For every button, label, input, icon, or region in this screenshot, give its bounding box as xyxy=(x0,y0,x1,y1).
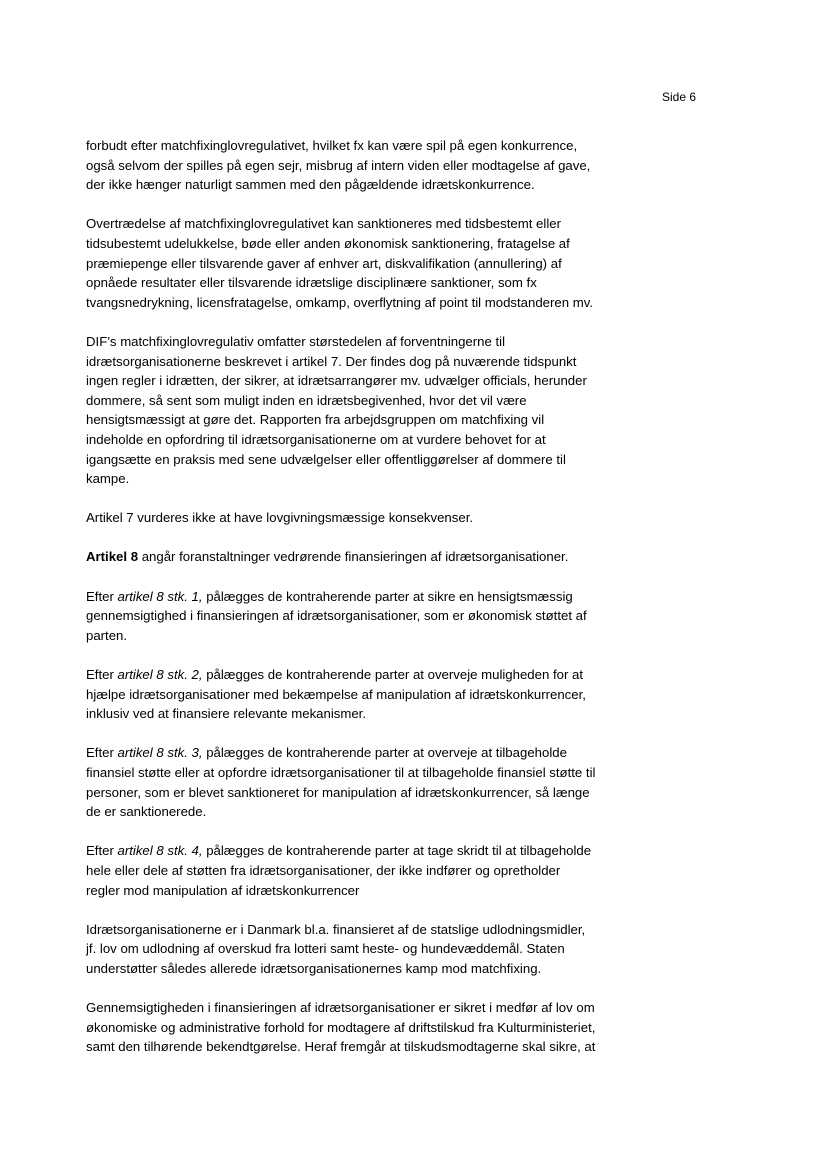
text-line: de er sanktionerede. xyxy=(86,804,207,820)
text-line: DIF’s matchfixinglovregulativ omfatter størstedelen af forventningerne til xyxy=(86,333,506,349)
text-line: parten. xyxy=(86,627,128,643)
text-line xyxy=(86,665,646,685)
paragraph-transparency xyxy=(86,998,646,1057)
text-line: hensigtsmæssigt at gøre det. Rapporten fra arbejdsgruppen om matchfixing vil xyxy=(86,412,545,428)
text-run: pålægges de kontraherende parter at sikre en hensigtsmæssig xyxy=(202,588,573,604)
text-line: tvangsnedrykning, licensfratagelse, omkamp, overflytning af point til modstanderen mv. xyxy=(86,294,593,310)
text-line: Overtrædelse af matchfixinglovregulativet kan sanktioneres med tidsbestemt eller xyxy=(86,216,561,232)
text-line: der ikke hænger naturligt sammen med den pågældende idrætskonkurrence. xyxy=(86,177,535,193)
article-reference: artikel 8 stk. 3, xyxy=(117,745,203,761)
paragraph-article-8-stk-3 xyxy=(86,743,646,821)
text-line: finansiel støtte eller at opfordre idrætsorganisationer til at tilbageholde finansiel støtte til xyxy=(86,765,596,780)
paragraph-article-8-stk-4 xyxy=(86,841,646,900)
document-body xyxy=(86,136,646,1077)
text-run: pålægges de kontraherende parter at tage skridt til at tilbageholde xyxy=(202,843,592,859)
text-line: regler mod manipulation af idrætskonkurrencer xyxy=(86,882,360,898)
text-run: angår foranstaltninger vedrørende finansieringen af idrætsorganisationer. xyxy=(138,549,569,565)
text-line: økonomiske og administrative forhold for modtagere af driftstilskud fra Kulturministeriet, xyxy=(86,1019,596,1035)
text-line xyxy=(86,547,646,567)
text-line: forbudt efter matchfixinglovregulativet, hvilket fx kan være spil på egen konkurrence, xyxy=(86,138,578,153)
text-line: personer, som er blevet sanktioneret for manipulation af idrætskonkurrencer, så længe xyxy=(86,784,590,800)
text-line: kampe. xyxy=(86,471,130,487)
text-line: hjælpe idrætsorganisationer med bekæmpelse af manipulation af idrætskonkurrencer, xyxy=(86,686,586,702)
paragraph-article-8-stk-2 xyxy=(86,665,646,724)
text-line: idrætsorganisationerne beskrevet i artikel 7. Der findes dog på nuværende tidspunkt xyxy=(86,353,577,369)
text-line: inklusiv ved at finansiere relevante mekanismer. xyxy=(86,706,367,722)
text-run: Efter xyxy=(86,745,118,761)
paragraph-danish-funding xyxy=(86,920,646,979)
article-reference: artikel 8 stk. 1, xyxy=(117,588,203,604)
paragraph-sanctions xyxy=(86,214,646,312)
text-line: dommere, så sent som muligt inden en idrætsbegivenhed, hvor det vil være xyxy=(86,392,527,408)
paragraph-article-7-conclusion xyxy=(86,508,646,528)
article-heading: Artikel 8 xyxy=(86,549,139,565)
text-line: præmiepenge eller tilsvarende gaver af enhver art, diskvalifikation (annullering) af xyxy=(86,255,562,271)
text-line: igangsætte en praksis med sene udvælgelser eller offentliggørelser af dommere til xyxy=(86,451,566,467)
text-line: opnåede resultater eller tilsvarende idrætslige disciplinære sanktioner, som fx xyxy=(86,275,537,291)
text-line: gennemsigtighed i finansieringen af idrætsorganisationer, som er økonomisk støttet af xyxy=(86,608,587,624)
text-line: indeholde en opfordring til idrætsorganisationerne om at vurdere behovet for at xyxy=(86,431,546,447)
paragraph-prohibited-conduct xyxy=(86,136,646,195)
text-line: også selvom der spilles på egen sejr, misbrug af intern viden eller modtagelse af gave, xyxy=(86,157,591,173)
paragraph-dif-regulation xyxy=(86,332,646,489)
text-run: Efter xyxy=(86,667,118,683)
text-line: ingen regler i idrætten, der sikrer, at idrætsarrangører mv. udvælger officials, herunder xyxy=(86,373,587,389)
text-run: Efter xyxy=(86,588,118,604)
text-line xyxy=(86,587,646,607)
text-run: pålægges de kontraherende parter at overveje muligheden for at xyxy=(202,667,584,683)
text-run: pålægges de kontraherende parter at overveje at tilbageholde xyxy=(202,745,567,761)
text-line: samt den tilhørende bekendtgørelse. Heraf fremgår at tilskudsmodtagerne skal sikre, at xyxy=(86,1039,596,1055)
text-line: tidsubestemt udelukkelse, bøde eller anden økonomisk sanktionering, fratagelse af xyxy=(86,235,570,251)
text-line: Artikel 7 vurderes ikke at have lovgivningsmæssige konsekvenser. xyxy=(86,510,474,526)
text-line xyxy=(86,841,646,861)
text-line: jf. lov om udlodning af overskud fra lotteri samt heste- og hundevæddemål. Staten xyxy=(86,941,565,957)
paragraph-article-8-stk-1 xyxy=(86,587,646,646)
text-line: Gennemsigtigheden i finansieringen af idrætsorganisationer er sikret i medfør af lov om xyxy=(86,1000,595,1016)
text-line: Idrætsorganisationerne er i Danmark bl.a. finansieret af de statslige udlodningsmidler, xyxy=(86,921,586,937)
text-line: hele eller dele af støtten fra idrætsorganisationer, der ikke indfører og opretholder xyxy=(86,862,561,878)
text-line xyxy=(86,743,646,763)
text-line: understøtter således allerede idrætsorganisationernes kamp mod matchfixing. xyxy=(86,960,542,976)
text-run: Efter xyxy=(86,843,118,859)
page-number: Side 6 xyxy=(662,90,697,104)
paragraph-article-8-intro xyxy=(86,547,646,567)
article-reference: artikel 8 stk. 2, xyxy=(117,667,203,683)
article-reference: artikel 8 stk. 4, xyxy=(117,843,203,859)
